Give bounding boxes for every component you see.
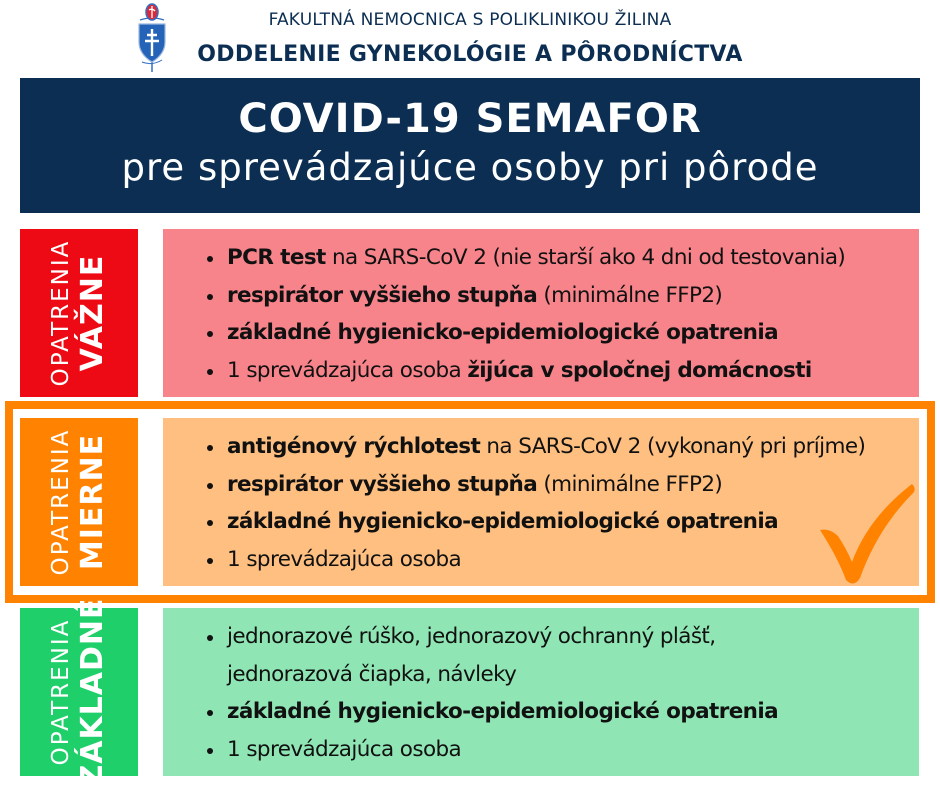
list-item: respirátor vyššieho stupňa (minimálne FFP2) (205, 466, 911, 504)
level-label-big: VÁŽNE (75, 254, 110, 372)
list-item: respirátor vyššieho stupňa (minimálne FFP2) (205, 277, 911, 315)
banner-title: COVID-19 SEMAFOR (238, 96, 702, 142)
list-item: 1 sprevádzajúca osoba (205, 731, 911, 769)
list-item: antigénový rýchlotest na SARS-CoV 2 (vykonaný pri príjme) (205, 428, 911, 466)
level-label-small: OPATRENIA (48, 428, 74, 576)
measures-list (205, 239, 911, 389)
level-label-small: OPATRENIA (48, 618, 74, 766)
banner-subtitle: pre sprevádzajúce osoby pri pôrode (121, 146, 819, 189)
level-label-big: ZÁKLADNÉ (75, 597, 110, 787)
measures-list (205, 428, 911, 578)
list-item: 1 sprevádzajúca osoba (205, 541, 911, 579)
list-item: základné hygienicko-epidemiologické opatrenia (205, 314, 911, 352)
level-content-zakladne (163, 608, 919, 776)
list-item: PCR test na SARS-CoV 2 (nie starší ako 4 dni od testovania) (205, 239, 911, 277)
level-label-mierne (20, 418, 138, 586)
level-content-vazne (163, 229, 919, 397)
list-item: základné hygienicko-epidemiologické opatrenia (205, 693, 911, 731)
list-item: základné hygienicko-epidemiologické opatrenia (205, 503, 911, 541)
hospital-crest-icon (134, 2, 170, 74)
list-item: jednorazové rúško, jednorazový ochranný plášť, jednorazová čiapka, návleky (205, 618, 911, 693)
hospital-name: FAKULTNÁ NEMOCNICA S POLIKLINIKOU ŽILINA (268, 10, 672, 30)
level-label-big: MIERNE (75, 433, 110, 571)
level-label-small: OPATRENIA (48, 239, 74, 387)
level-label-vazne (20, 229, 138, 397)
level-label-zakladne (20, 597, 138, 787)
department-name: ODDELENIE GYNEKOLÓGIE A PÔRODNÍCTVA (197, 42, 743, 67)
checkmark-icon (812, 478, 922, 588)
level-content-mierne (163, 418, 919, 586)
list-item: 1 sprevádzajúca osoba žijúca v spoločnej domácnosti (205, 352, 911, 390)
measures-list (205, 618, 911, 768)
title-banner (20, 78, 920, 213)
